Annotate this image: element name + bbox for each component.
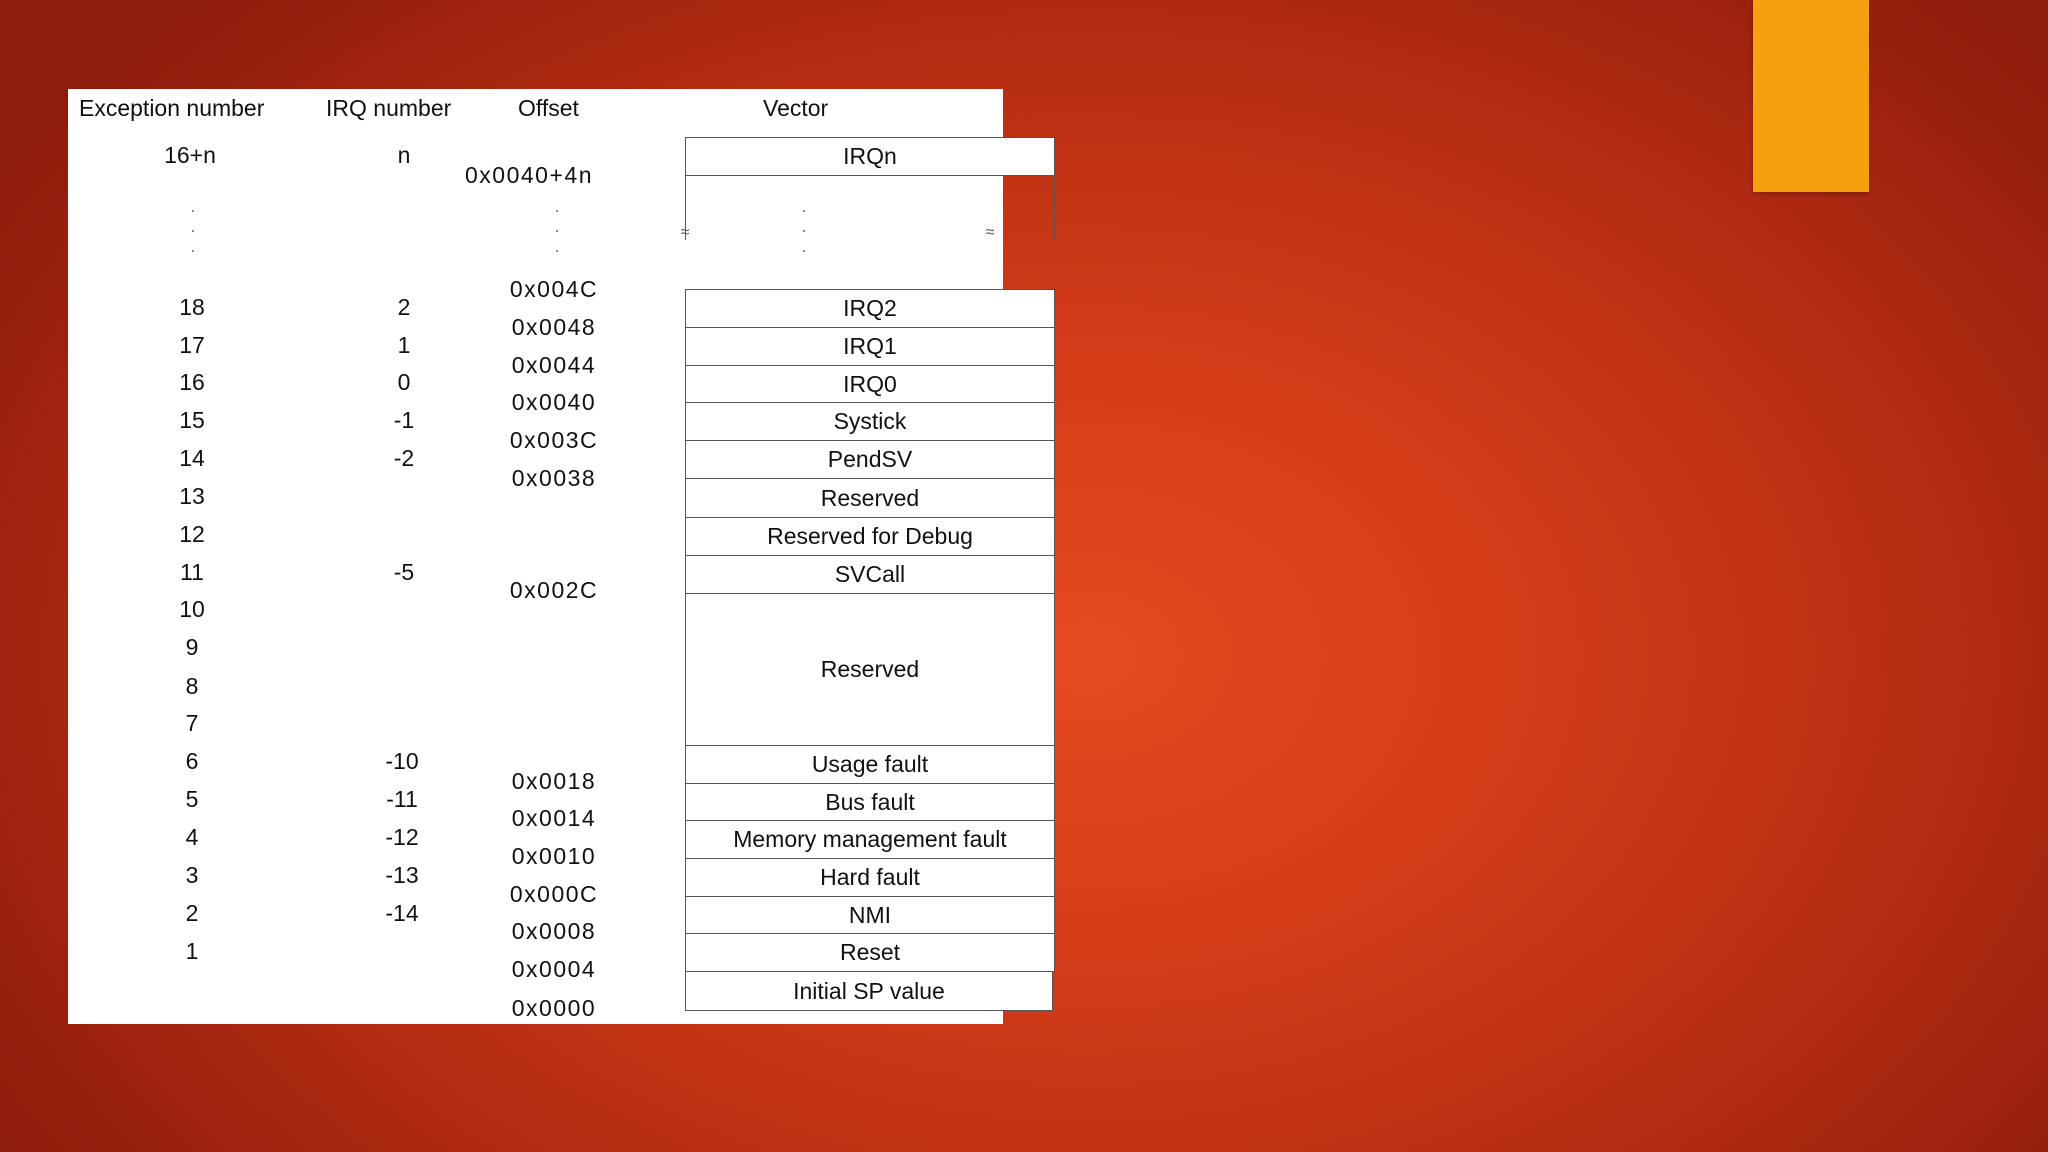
header-vector: Vector — [763, 95, 829, 121]
exception-number: 15 — [179, 407, 205, 433]
vector-gap — [685, 175, 1055, 240]
header-irq-number: IRQ number — [326, 95, 452, 121]
irq-number: n — [397, 142, 411, 168]
vector-cell-reset: Reset — [685, 933, 1055, 972]
break-mark-left: ≈ — [680, 224, 690, 241]
vector-cell-hard-fault: Hard fault — [685, 858, 1055, 897]
irq-number: 0 — [397, 369, 411, 395]
vector-cell-bus-fault: Bus fault — [685, 783, 1055, 821]
irq-number: 1 — [397, 332, 411, 358]
exception-number: 2 — [185, 900, 199, 926]
header-exception-number: Exception number — [79, 95, 265, 121]
exception-number: 14 — [179, 445, 205, 471]
vector-cell-reserved-for-debug: Reserved for Debug — [685, 517, 1055, 556]
vector-cell-reserved: Reserved — [685, 478, 1055, 518]
ellipsis-offset: · · · — [554, 200, 560, 260]
exception-number: 11 — [180, 559, 204, 585]
exception-number: 10 — [179, 596, 205, 622]
irq-number: -2 — [393, 445, 415, 471]
vector-cell-irq1: IRQ1 — [685, 327, 1055, 366]
offset-value: 0x0048 — [511, 314, 597, 340]
vector-cell-nmi: NMI — [685, 896, 1055, 934]
offset-value: 0x002C — [509, 577, 599, 603]
offset-value: 0x0018 — [511, 768, 597, 794]
irq-number: -1 — [393, 407, 415, 433]
ellipsis-vector: · · · — [801, 200, 807, 260]
exception-number: 4 — [185, 824, 199, 850]
exception-number: 18 — [179, 294, 205, 320]
offset-value: 0x0044 — [511, 352, 597, 378]
offset-value: 0x0010 — [511, 843, 597, 869]
offset-value: 0x0004 — [511, 956, 597, 982]
irq-number: -12 — [385, 824, 419, 850]
offset-value: 0x0038 — [511, 465, 597, 491]
vector-cell-svcall: SVCall — [685, 555, 1055, 594]
offset-value: 0x000C — [509, 881, 599, 907]
exception-number: 17 — [179, 332, 205, 358]
offset-value: 0x0040 — [511, 389, 597, 415]
exception-number: 16 — [179, 369, 205, 395]
exception-number: 12 — [179, 521, 205, 547]
irq-number: -10 — [385, 748, 419, 774]
exception-number: 8 — [185, 673, 199, 699]
vector-cell-irqn: IRQn — [685, 137, 1055, 176]
offset-value: 0x0014 — [511, 805, 597, 831]
exception-number: 1 — [185, 938, 199, 964]
vector-cell-memory-management-fault: Memory management fault — [685, 820, 1055, 859]
vector-table-figure — [68, 89, 1007, 1024]
exception-number: 16+n — [164, 142, 216, 168]
break-mark-right: ≈ — [985, 224, 995, 241]
exception-number: 6 — [185, 748, 199, 774]
irq-number: -14 — [385, 900, 419, 926]
ellipsis-exception: · · · — [190, 200, 196, 260]
irq-number: 2 — [397, 294, 411, 320]
vector-cell-irq0: IRQ0 — [685, 365, 1055, 404]
exception-number: 5 — [185, 786, 199, 812]
offset-value: 0x0008 — [511, 918, 597, 944]
irq-number: -5 — [393, 559, 415, 585]
exception-number: 7 — [185, 710, 199, 736]
irq-number: -13 — [385, 862, 419, 888]
offset-value: 0x004C — [509, 276, 599, 302]
vector-cell-reserved-block: Reserved — [685, 593, 1055, 746]
offset-value: 0x0000 — [511, 995, 597, 1021]
vector-cell-systick: Systick — [685, 402, 1055, 441]
vector-cell-usage-fault: Usage fault — [685, 745, 1055, 784]
exception-number: 9 — [185, 634, 199, 660]
exception-number: 3 — [185, 862, 199, 888]
header-offset: Offset — [518, 95, 579, 121]
accent-bar — [1753, 0, 1869, 192]
offset-value: 0x0040+4n — [465, 162, 593, 188]
vector-cell-initial-sp-value: Initial SP value — [685, 971, 1053, 1011]
vector-cell-irq2: IRQ2 — [685, 289, 1055, 328]
irq-number: -11 — [386, 786, 418, 812]
offset-value: 0x003C — [509, 427, 599, 453]
vector-cell-pendsv: PendSV — [685, 440, 1055, 479]
exception-number: 13 — [179, 483, 205, 509]
